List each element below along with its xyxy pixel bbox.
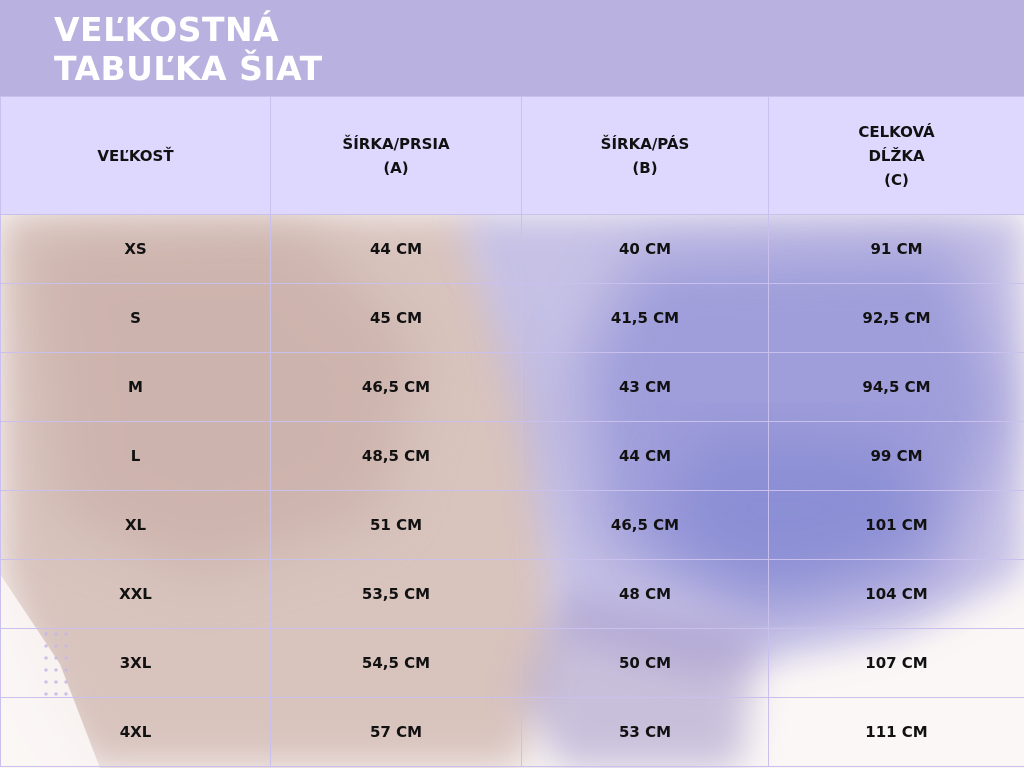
table-row [1,353,1024,422]
length-cell: 92,5 CM [769,284,1024,353]
header-size: VEĽKOSŤ [1,97,271,215]
chest-cell: 57 CM [271,698,522,767]
waist-cell: 50 CM [522,629,769,698]
chest-cell: 46,5 CM [271,353,522,422]
chest-cell: 44 CM [271,215,522,284]
page-title [54,10,323,88]
length-cell: 94,5 CM [769,353,1024,422]
waist-cell: 41,5 CM [522,284,769,353]
chest-cell: 45 CM [271,284,522,353]
waist-cell: 40 CM [522,215,769,284]
size-cell: XS [1,215,271,284]
size-cell: XL [1,491,271,560]
chest-cell: 53,5 CM [271,560,522,629]
length-cell: 104 CM [769,560,1024,629]
table-header-row [1,97,1024,215]
length-cell: 107 CM [769,629,1024,698]
title-line-2: TABUĽKA ŠIAT [54,49,323,88]
table-row [1,629,1024,698]
header-waist-width: ŠÍRKA/PÁS (B) [522,97,769,215]
waist-cell: 44 CM [522,422,769,491]
size-cell: M [1,353,271,422]
size-cell: 4XL [1,698,271,767]
size-table [0,96,1024,767]
chest-cell: 48,5 CM [271,422,522,491]
header-band [0,0,1024,96]
size-cell: S [1,284,271,353]
length-cell: 99 CM [769,422,1024,491]
table-row [1,422,1024,491]
waist-cell: 43 CM [522,353,769,422]
table-row [1,560,1024,629]
size-cell: 3XL [1,629,271,698]
waist-cell: 48 CM [522,560,769,629]
title-line-1: VEĽKOSTNÁ [54,10,280,49]
header-chest-width: ŠÍRKA/PRSIA (A) [271,97,522,215]
chest-cell: 54,5 CM [271,629,522,698]
chest-cell: 51 CM [271,491,522,560]
table-row [1,284,1024,353]
length-cell: 111 CM [769,698,1024,767]
length-cell: 91 CM [769,215,1024,284]
length-cell: 101 CM [769,491,1024,560]
size-cell: L [1,422,271,491]
table-row [1,698,1024,767]
header-total-length: CELKOVÁ DĹŽKA (C) [769,97,1024,215]
table-row [1,491,1024,560]
size-cell: XXL [1,560,271,629]
table-row [1,215,1024,284]
waist-cell: 53 CM [522,698,769,767]
waist-cell: 46,5 CM [522,491,769,560]
